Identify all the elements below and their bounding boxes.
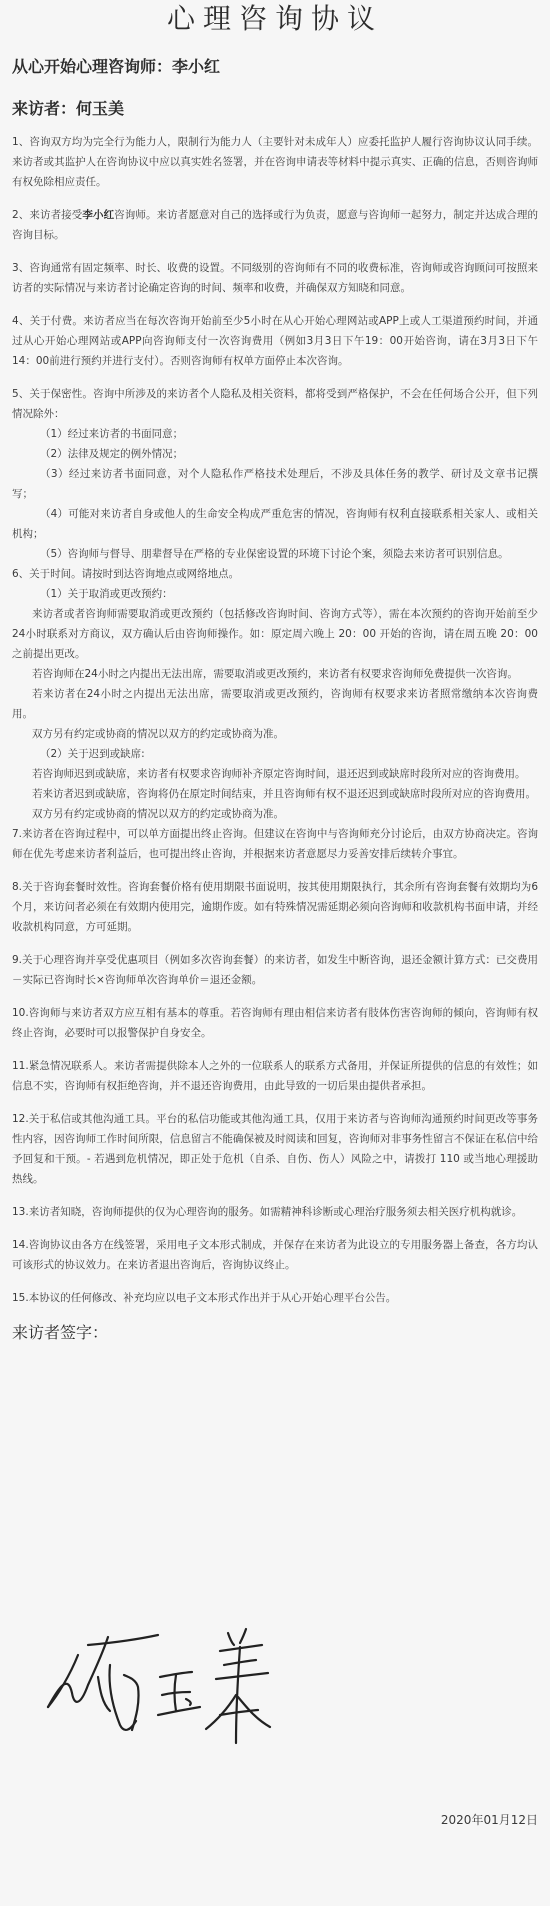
clause-7: 7.来访者在咨询过程中，可以单方面提出终止咨询。但建议在咨询中与咨询师充分讨论后，由双方协商决定。咨询师在优先考虑来访者利益后，也可提出终止咨询，并根据来访者意愿尽力妥善安排后续转介事宜。 (12, 828, 538, 860)
clause-2-pre: 2、来访者接受 (12, 209, 83, 221)
signature-label: 来访者签字： (12, 1323, 109, 1342)
clause-5-item-5: （5）咨询师与督导、朋辈督导在严格的专业保密设置的环境下讨论个案，须隐去来访者可识别信息。 (40, 548, 509, 560)
counselor-line: 从心开始心理咨询师：李小红 (12, 57, 221, 76)
clause-5-item-3: （3）经过来访者书面同意，对个人隐私作严格技术处理后，不涉及具体任务的教学、研讨及文章书记撰写； (12, 468, 538, 500)
clause-5-item-1: （1）经过来访者的书面同意； (40, 428, 184, 440)
client-line: 来访者：何玉美 (12, 99, 125, 118)
clause-15: 15.本协议的任何修改、补充均应以电子文本形式作出并于从心开始心理平台公告。 (12, 1292, 397, 1304)
clause-12: 12.关于私信或其他沟通工具。平台的私信功能或其他沟通工具，仅用于来访者与咨询师沟通预约时间更改等事务性内容，因咨询师工作时间所限，信息留言不能确保被及时阅读和回复，咨询师对非事务性留言不保证在私信中给予回复和干预。- 若遇到危机情况，即正处于危机（自杀、自伤、伤人）风险之中，请拨打 110 或当地心理援助热线。 (12, 1113, 538, 1185)
clause-6-sub-1: （1）关于取消或更改预约： (40, 588, 173, 600)
clause-9: 9.关于心理咨询并享受优惠项目（例如多次咨询套餐）的来访者，如发生中断咨询，退还金额计算方式：已交费用－实际已咨询时长×咨询师单次咨询单价＝退还金额。 (12, 954, 538, 986)
clause-4: 4、关于付费。来访者应当在每次咨询开始前至少5小时在从心开始心理网站或APP上或人工渠道预约时间，并通过从心开始心理网站或APP向咨询师支付一次咨询费用（例如3月3日下午19：00开始咨询，请在3月3日下午14：00前进行预约并进行支付）。否则咨询师有权单方面停止本次咨询。 (12, 315, 538, 367)
clause-3: 3、咨询通常有固定频率、时长、收费的设置。不同级别的咨询师有不同的收费标准，咨询师或咨询顾问可按照来访者的实际情况与来访者讨论确定咨询的时间、频率和收费，并确保双方知晓和同意。 (12, 262, 538, 294)
clause-1: 1、咨询双方均为完全行为能力人，限制行为能力人（主要针对未成年人）应委托监护人履行咨询协议认同手续。来访者或其监护人在咨询协议中应以真实姓名签署，并在咨询申请表等材料中提示真实、正确的信息，否则咨询师有权免除相应责任。 (12, 136, 538, 188)
clause-6: 6、关于时间。请按时到达咨询地点或网络地点。 (12, 568, 240, 580)
clause-5-item-2: （2）法律及规定的例外情况； (40, 448, 184, 460)
clause-2 (12, 205, 538, 245)
counselor-name: 李小红 (82, 209, 115, 221)
handwritten-signature (40, 1615, 300, 1755)
clause-6-sub-2-c: 双方另有约定或协商的情况以双方的约定或协商为准。 (32, 808, 284, 820)
agreement-body (0, 132, 550, 1308)
clause-5-item-4: （4）可能对来访者自身或他人的生命安全构成严重危害的情况，咨询师有权利直接联系相关家人、或相关机构； (12, 508, 538, 540)
clause-14: 14.咨询协议由各方在线签署，采用电子文本形式制成，并保存在来访者为此设立的专用服务器上备查，各方均认可该形式的协议效力。在来访者退出咨询后，咨询协议终止。 (12, 1239, 538, 1271)
clause-6-sub-2: （2）关于迟到或缺席: (40, 748, 145, 760)
clause-6-sub-1-b: 若咨询师在24小时之内提出无法出席，需要取消或更改预约，来访者有权要求咨询师免费提供一次咨询。 (32, 668, 518, 680)
clause-6-sub-2-a: 若咨询师迟到或缺席，来访者有权要求咨询师补齐原定咨询时间，退还迟到或缺席时段所对应的咨询费用。 (32, 768, 526, 780)
clause-6-sub-1-d: 双方另有约定或协商的情况以双方的约定或协商为准。 (32, 728, 284, 740)
clause-2-post: 咨询师。来访者愿意对自己的选择或行为负责，愿意与咨询师一起努力，制定并达成合理的咨询目标。 (12, 209, 539, 241)
document-title: 心理咨询协议 (166, 2, 383, 35)
clause-5: 5、关于保密性。咨询中所涉及的来访者个人隐私及相关资料，都将受到严格保护，不会在任何场合公开，但下列情况除外： (12, 388, 538, 420)
clause-6-sub-2-b: 若来访者迟到或缺席，咨询将仍在原定时间结束，并且咨询师有权不退还迟到或缺席时段所对应的咨询费用。 (32, 788, 536, 800)
signature-date: 2020年01月12日 (440, 1813, 538, 1827)
clause-10: 10.咨询师与来访者双方应互相有基本的尊重。若咨询师有理由相信来访者有肢体伤害咨询师的倾向，咨询师有权终止咨询，必要时可以报警保护自身安全。 (12, 1007, 538, 1039)
clause-6-sub-1-a: 来访者或者咨询师需要取消或更改预约（包括修改咨询时间、咨询方式等），需在本次预约的咨询开始前至少24小时联系对方商议，双方确认后由咨询师操作。如：原定周六晚上 20：00 开始的咨询，请在周五晚 20：00 之前提出更改。 (12, 608, 538, 660)
clause-11: 11.紧急情况联系人。来访者需提供除本人之外的一位联系人的联系方式备用，并保证所提供的信息的有效性；如信息不实，咨询师有权拒绝咨询，并不退还咨询费用，由此导致的一切后果由提供者承担。 (12, 1060, 538, 1092)
clause-6-sub-1-c: 若来访者在24小时之内提出无法出席，需要取消或更改预约，咨询师有权要求来访者照常缴纳本次咨询费用。 (12, 688, 538, 720)
clause-13: 13.来访者知晓，咨询师提供的仅为心理咨询的服务。如需精神科诊断或心理治疗服务须去相关医疗机构就诊。 (12, 1206, 523, 1218)
clause-8: 8.关于咨询套餐时效性。咨询套餐价格有使用期限书面说明，按其使用期限执行，其余所有咨询套餐有效期均为6个月，来访问者必须在有效期内使用完，逾期作废。如有特殊情况需延期必须向咨询师和收款机构书面申请，并经收款机构同意，方可延期。 (12, 881, 538, 933)
